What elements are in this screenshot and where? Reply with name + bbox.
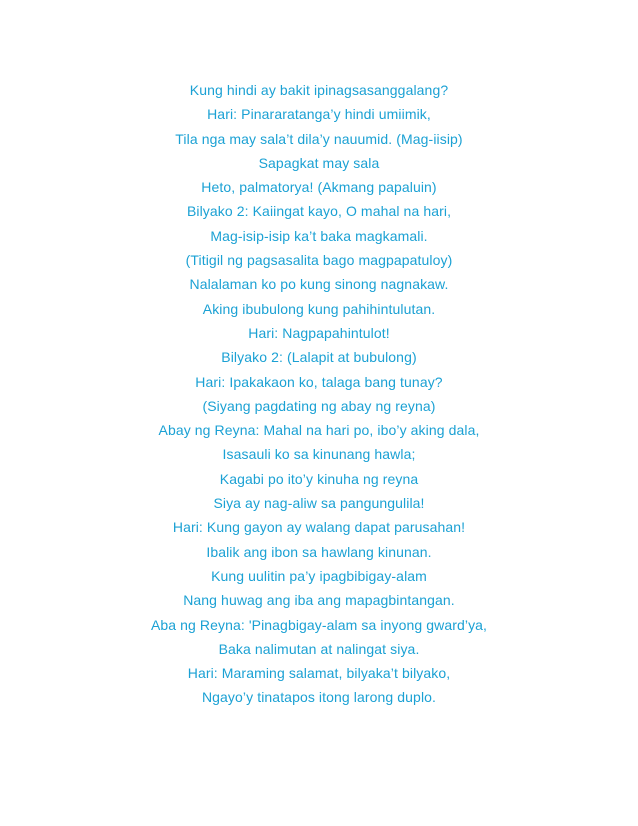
verse-line: (Titigil ng pagsasalita bago magpapatuloy) [185, 252, 453, 269]
verse-text [0, 78, 638, 710]
verse-line: Sapagkat may sala [258, 154, 380, 171]
verse-line: Bilyako 2: Kaiingat kayo, O mahal na hari, [186, 203, 452, 220]
verse-line: Kung uulitin pa’y ipagbibigay-alam [211, 567, 427, 584]
verse-line: Siya ay nag-aliw sa pangungulila! [213, 495, 425, 512]
verse-line: Hari: Maraming salamat, bilyaka’t bilyako, [187, 665, 451, 682]
verse-line: Hari: Nagpapahintulot! [248, 324, 390, 341]
verse-line: Kagabi po ito’y kinuha ng reyna [219, 470, 419, 487]
verse-line: Hari: Ipakakaon ko, talaga bang tunay? [195, 373, 443, 390]
verse-line: Nang huwag ang iba ang mapagbintangan. [183, 592, 455, 609]
verse-line: Mag-isip-isip ka’t baka magkamali. [210, 227, 428, 244]
verse-line: (Siyang pagdating ng abay ng reyna) [202, 397, 436, 414]
verse-line: Kung hindi ay bakit ipinagsasanggalang? [189, 82, 449, 98]
verse-line: Abay ng Reyna: Mahal na hari po, ibo’y aking dala, [158, 422, 480, 439]
verse-line: Hari: Kung gayon ay walang dapat parusahan! [172, 519, 466, 536]
verse-line: Ngayo’y tinatapos itong larong duplo. [201, 689, 437, 706]
verse-line: Hari: Pinararatanga’y hindi umiimik, [207, 106, 431, 123]
verse-line: Nalalaman ko po kung sinong nagnakaw. [189, 276, 449, 293]
verse-line: Baka nalimutan at nalingat siya. [218, 640, 420, 657]
verse-line: Heto, palmatorya! (Akmang papaluin) [201, 179, 437, 196]
verse-line: Isasauli ko sa kinunang hawla; [222, 446, 416, 463]
verse-line: Tila nga may sala’t dila’y nauumid. (Mag-iisip) [175, 130, 463, 147]
verse-line: Aking ibubulong kung pahihintulutan. [202, 300, 436, 317]
verse-line: Bilyako 2: (Lalapit at bubulong) [221, 349, 417, 366]
verse-line: Aba ng Reyna: 'Pinagbigay-alam sa inyong gward’ya, [150, 616, 488, 633]
verse-line: Ibalik ang ibon sa hawlang kinunan. [206, 543, 432, 560]
